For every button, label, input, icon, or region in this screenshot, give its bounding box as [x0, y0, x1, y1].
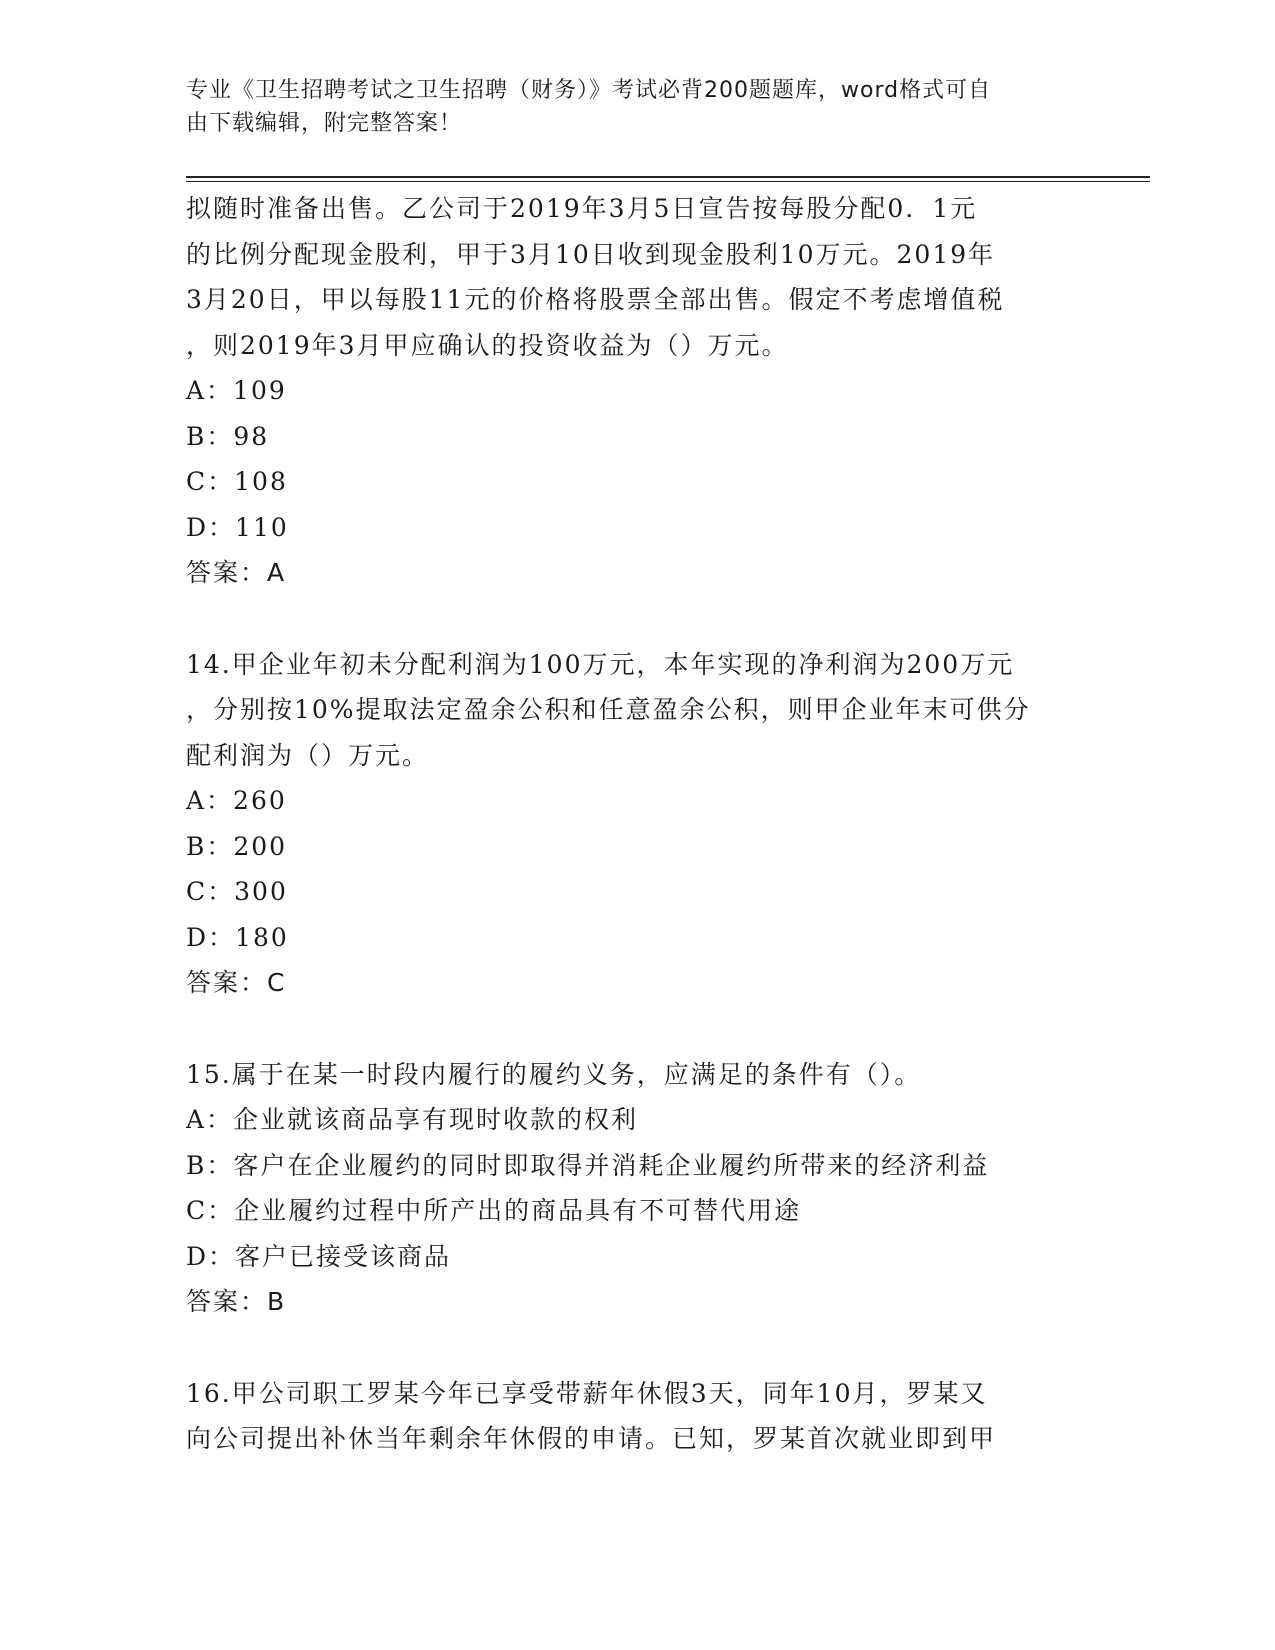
option-a: A：109	[186, 376, 287, 405]
question-15	[186, 1052, 1086, 1325]
answer: 答案：A	[186, 558, 287, 587]
question-text-line: 3月20日，甲以每股11元的价格将股票全部出售。假定不考虑增值税	[186, 285, 1005, 314]
spacer	[186, 1006, 1086, 1052]
answer: 答案：B	[186, 1287, 287, 1316]
option-a: A：企业就该商品享有现时收款的权利	[186, 1105, 639, 1134]
question-14	[186, 642, 1086, 1006]
option-a: A：260	[186, 786, 287, 815]
option-d: D：客户已接受该商品	[186, 1241, 452, 1271]
question-text-line: 16.甲公司职工罗某今年已享受带薪年休假3天，同年10月，罗某又	[186, 1378, 988, 1408]
spacer	[186, 1325, 1086, 1371]
option-c: C：300	[186, 877, 288, 906]
option-b: B：客户在企业履约的同时即取得并消耗企业履约所带来的经济利益	[186, 1150, 990, 1180]
option-b: B：200	[186, 831, 288, 861]
option-c: C：108	[186, 467, 288, 496]
option-d: D：110	[186, 512, 289, 542]
header-line-2: 由下载编辑，附完整答案！	[186, 111, 463, 136]
question-text-line: 的比例分配现金股利，甲于3月10日收到现金股利10万元。2019年	[186, 239, 996, 269]
question-13	[186, 186, 1086, 596]
document-body	[186, 186, 1086, 1462]
option-d: D：180	[186, 922, 289, 952]
header-rule-thin	[186, 181, 1150, 182]
header-rule-thick	[186, 176, 1150, 178]
document-header	[186, 74, 1066, 140]
option-b: B：98	[186, 421, 270, 451]
question-text-line: 向公司提出补休当年剩余年休假的申请。已知，罗某首次就业即到甲	[186, 1424, 997, 1453]
header-line-1: 专业《卫生招聘考试之卫生招聘（财务）》考试必背200题题库，word格式可自	[186, 78, 992, 103]
spacer	[186, 596, 1086, 642]
answer: 答案：C	[186, 968, 287, 997]
question-text-line: 配利润为（）万元。	[186, 740, 430, 770]
question-text-line: ，分别按10%提取法定盈余公积和任意盈余公积，则甲企业年末可供分	[186, 695, 1031, 724]
question-text-line: 拟随时准备出售。乙公司于2019年3月5日宣告按每股分配0．1元	[186, 194, 978, 223]
question-16	[186, 1371, 1086, 1462]
question-text-line: 15.属于在某一时段内履行的履约义务，应满足的条件有（）。	[186, 1059, 922, 1089]
question-text-line: 14.甲企业年初未分配利润为100万元，本年实现的净利润为200万元	[186, 649, 1015, 679]
question-text-line: ，则2019年3月甲应确认的投资收益为（）万元。	[186, 330, 789, 360]
option-c: C：企业履约过程中所产出的商品具有不可替代用途	[186, 1196, 802, 1225]
